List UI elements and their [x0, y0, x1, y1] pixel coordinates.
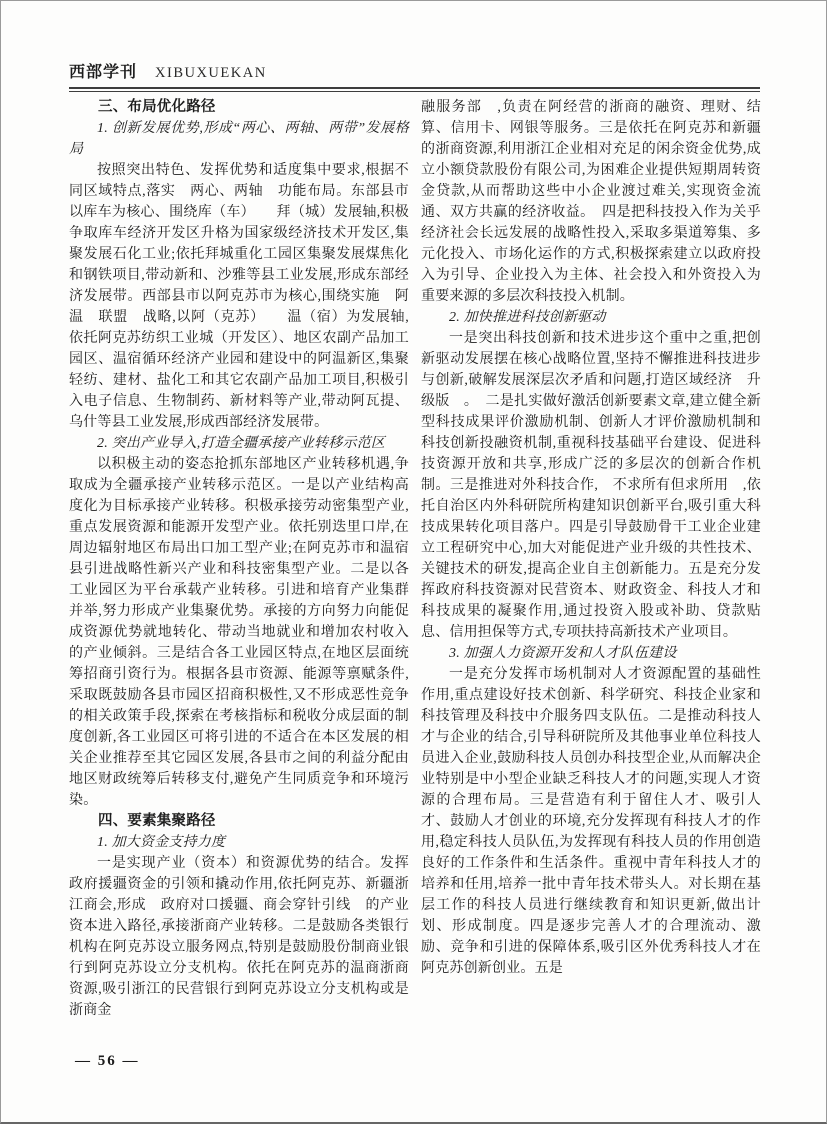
page-header: [69, 59, 760, 92]
column-right: [421, 97, 761, 1021]
body-paragraph: 融服务部 ,负责在阿经营的浙商的融资、理财、结算、信用卡、网银等服务。三是依托在阿克苏和新疆的浙商资源,利用浙江企业相对充足的闲余资金优势,成立小额贷款股份有限公司,为困难企业提供短期周转资金贷款,从而帮助这些中小企业渡过难关,实现资金流通、双方共赢的经济收益。 四是把科技投入作为关乎经济社会长远发展的战略性投入,采取多渠道筹集、多元化投入、市场化运作的方式,积极探索建立以政府投入为引导、企业投入为主体、社会投入和外资投入为重要来源的多层次科技投入机制。: [421, 100, 761, 304]
journal-title-en: XIBUXUEKAN: [155, 65, 267, 81]
body-paragraph: 按照突出特色、发挥优势和适度集中要求,根据不同区域特点,落实 两心、两轴 功能布局。东部县市以库车为核心、围绕库（车） 拜（城）发展轴,积极争取库车经济开发区升格为国家级经济技术开发区,集聚发展石化工业;依托拜城重化工园区集聚发展煤焦化和钢铁项目,带动新和、沙雅等县工业发展,形成东部经济发展带。西部县市以阿克苏市为核心,围绕实施 阿 温 联盟 战略,以阿（克苏） 温（宿）为发展轴,依托阿克苏纺织工业城（开发区）、地区农副产品加工园区、温宿循环经济产业园和建设中的阿温新区,集聚轻纺、建材、盐化工和其它农副产品加工项目,积极引入电子信息、生物制药、新材料等产业,带动阿瓦提、乌什等县工业发展,形成西部经济发展带。: [69, 163, 424, 430]
subsection-heading: 1. 创新发展优势,形成“两心、两轴、两带”发展格局: [69, 121, 409, 157]
body-paragraph: 一是突出科技创新和技术进步这个重中之重,把创新驱动发展摆在核心战略位置,坚持不懈推进科技进步与创新,破解发展深层次矛盾和问题,打造区域经济 升级版 。 二是扎实做好激活创新要素文章,建立健全新型科技成果评价激励机制、创新人才评价激励机制和科技创新投融资机制,重视科技基础平台建设、促进科技资源开放和共享,形成广泛的多层次的创新合作机制。三是推进对外科技合作, 不求所有但求所用 ,依托自治区内外科研院所构建知识创新平台,吸引重大科技成果转化项目落户。四是引导鼓励骨干工业企业建立工程研究中心,加大对能促进产业升级的共性技术、关键技术的研发,提高企业自主创新能力。五是充分发挥政府科技资源对民营资本、财政资金、科技人才和科技成果的凝聚作用,通过投资入股或补助、贷款贴息、信用担保等方式,专项扶持高新技术产业项目。: [421, 331, 761, 640]
body-paragraph: 以积极主动的姿态抢抓东部地区产业转移机遇,争取成为全疆承接产业转移示范区。一是以产业结构高度化为目标承接产业转移。积极承接劳动密集型产业,重点发展资源和能源开发型产业。依托别迭里口岸,在周边辐射地区布局出口加工型产业;在阿克苏市和温宿县引进战略性新兴产业和科技密集型产业。二是以各工业园区为平台承载产业转移。引进和培育产业集群并举,努力形成产业集聚优势。承接的方向努力向能促成资源优势就地转化、带动当地就业和增加农村收入的产业倾斜。三是结合各工业园区特点,在地区层面统筹招商引资行为。根据各县市资源、能源等禀赋条件,采取既鼓励各县市园区招商积极性,又不形成恶性竞争的相关政策手段,探索在考核指标和税收分成层面的制度创新,各工业园区可将引进的不适合在本区发展的相关企业推荐至其它园区发展,各县市之间的利益分配由地区财政统筹后转移支付,避免产生同质竞争和环境污染。: [69, 457, 409, 808]
subsection-heading: 3. 加强人力资源开发和人才队伍建设: [449, 646, 677, 661]
section-heading: 四、要素集聚路径: [98, 813, 216, 829]
subsection-heading: 2. 加快推进科技创新驱动: [449, 310, 606, 325]
header-double-rule: [69, 87, 760, 92]
journal-title: 西部学刊: [69, 64, 138, 81]
body-paragraph: 一是实现产业（资本）和资源优势的结合。发挥政府援疆资金的引领和撬动作用,依托阿克苏、新疆浙江商会,形成 政府对口援疆、商会穿针引线 的产业资本进入路径,承接浙商产业转移。二是鼓励各类银行机构在阿克苏设立服务网点,特别是鼓励股份制商业银行到阿克苏设立分支机构。依托在阿克苏的温商浙商资源,吸引浙江的民营银行到阿克苏设立分支机构或是 浙商金: [69, 856, 424, 1018]
page-number: — 56 —: [75, 1053, 140, 1069]
subsection-heading: 1. 加大资金支持力度: [97, 835, 226, 850]
column-left: [69, 97, 424, 1021]
section-heading: 三、布局优化路径: [98, 99, 216, 115]
article-body: [69, 97, 761, 1021]
body-paragraph: 一是充分发挥市场机制对人才资源配置的基础性作用,重点建设好技术创新、科学研究、科技企业家和科技管理及科技中介服务四支队伍。二是推动科技人才与企业的结合,引导科研院所及其他事业单位科技人员进入企业,鼓励科技人员创办科技型企业,从而解决企业特别是中小型企业缺乏科技人才的问题,实现人才资源的合理布局。三是营造有利于留住人才、吸引人才、鼓励人才创业的环境,充分发挥现有科技人才的作用,稳定科技人员队伍,为发挥现有科技人员的作用创造良好的工作条件和生活条件。重视中青年科技人才的培养和任用,培养一批中青年技术带头人。对长期在基层工作的科技人员进行继续教育和知识更新,做出计划、形成制度。四是逐步完善人才的合理流动、激励、竞争和引进的保障体系,吸引区外优秀科技人才在阿克苏创新创业。五是: [421, 667, 761, 976]
subsection-heading: 2. 突出产业导入,打造全疆承接产业转移示范区: [97, 436, 386, 451]
